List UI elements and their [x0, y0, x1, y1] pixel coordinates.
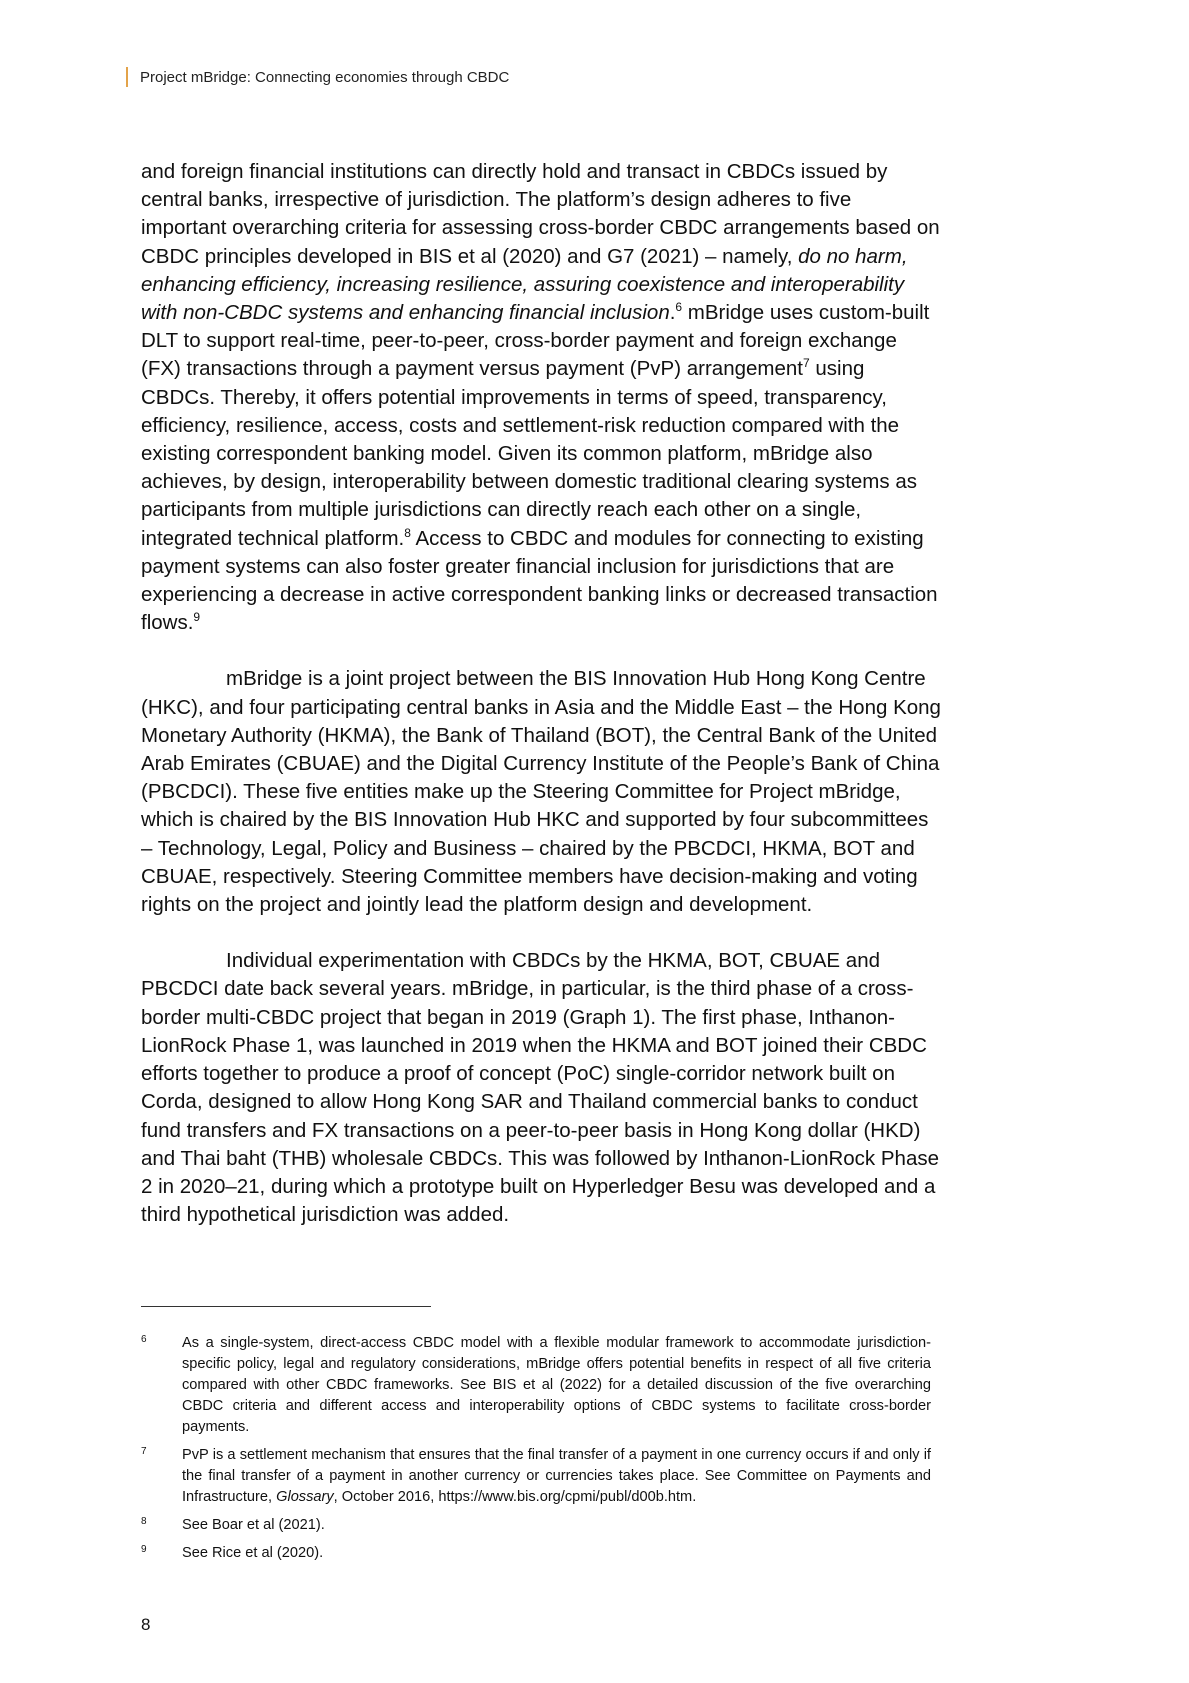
footnote-number: 9	[141, 1544, 147, 1555]
footnote-text: PvP is a settlement mechanism that ensures that the final transfer of a payment in one currency occurs if and only if the final transfer of a payment in another currency or currencies takes place. See Committee on Payments and Infrastructure, Glossary, October 2016, https://www.bis.org/cpmi/publ/d00b.htm.	[182, 1447, 931, 1505]
page-number: 8	[141, 1615, 151, 1634]
glossary-link[interactable]: , October 2016, https://www.bis.org/cpmi/publ/d00b.htm.	[333, 1489, 697, 1505]
footnote-ref-8[interactable]: 8	[404, 525, 411, 540]
footnotes	[141, 1333, 931, 1571]
footnote-ref-6[interactable]: 6	[675, 300, 683, 315]
footnote-6	[141, 1333, 931, 1438]
paragraph-3: Individual experimentation with CBDCs by the HKMA, BOT, CBUAE and PBCDCI date back several years. mBridge, in particular, is the third phase of a cross-border multi-CBDC project that began in 2019 (Graph 1). The first phase, Inthanon-LionRock Phase 1, was launched in 2019 when the HKMA and BOT joined their CBDC efforts together to produce a proof of concept (PoC) single-corridor network built on Corda, designed to allow Hong Kong SAR and Thailand commercial banks to conduct fund transfers and FX transactions on a peer-to-peer basis in Hong Kong dollar (HKD) and Thai baht (THB) wholesale CBDCs. This was followed by Inthanon-LionRock Phase 2 in 2020–21, during which a prototype built on Hyperledger Besu was developed and a third hypothetical jurisdiction was added.	[141, 949, 940, 1227]
footnote-text: As a single-system, direct-access CBDC model with a flexible modular framework to accommodate jurisdiction-specific policy, legal and regulatory considerations, mBridge offers potential benefits in respect of all five criteria compared with other CBDC frameworks. See BIS et al (2022) for a detailed discussion of the five overarching CBDC criteria and different access and interoperability options of CBDC systems to facilitate cross-border payments.	[182, 1335, 931, 1435]
footnote-text: See Rice et al (2020).	[182, 1545, 324, 1561]
italic-criteria: do no harm, enhancing efficiency, increasing resilience, assuring coexistence and interoperability with non-CBDC systems and enhancing financial inclusion	[141, 244, 908, 325]
footnote-number: 7	[141, 1446, 147, 1457]
glossary-title: Glossary	[276, 1489, 334, 1505]
footnote-8	[141, 1515, 931, 1536]
footnote-ref-7[interactable]: 7	[803, 356, 810, 371]
footnote-number: 6	[141, 1334, 147, 1345]
footnote-ref-9[interactable]: 9	[193, 610, 201, 625]
header-title: Project mBridge: Connecting economies through CBDC	[140, 68, 510, 86]
paragraph-2: mBridge is a joint project between the BIS Innovation Hub Hong Kong Centre (HKC), and four participating central banks in Asia and the Middle East – the Hong Kong Monetary Authority (HKMA), the Bank of Thailand (BOT), the Central Bank of the United Arab Emirates (CBUAE) and the Digital Currency Institute of the People’s Bank of China (PBCDCI). These five entities make up the Steering Committee for Project mBridge, which is chaired by the BIS Innovation Hub HKC and supported by four subcommittees – Technology, Legal, Policy and Business – chaired by the PBCDCI, HKMA, BOT and CBUAE, respectively. Steering Committee members have decision-making and voting rights on the project and jointly lead the platform design and development.	[141, 667, 941, 917]
footnote-text: See Boar et al (2021).	[182, 1517, 325, 1533]
header-accent-bar	[126, 67, 128, 87]
paragraph-1: and foreign financial institutions can directly hold and transact in CBDCs issued by central banks, irrespective of jurisdiction. The platform’s design adheres to five important overarching criteria for assessing cross-border CBDC arrangements based on CBDC principles developed in BIS et al (2020) and G7 (2021) – namely, do no harm, enhancing efficiency, increasing resilience, assuring coexistence and interoperability with non-CBDC systems and enhancing financial inclusion.$^6$ mBridge uses custom-built DLT to support real-time, peer-to-peer, cross-border payment and foreign exchange (FX) transactions through a payment versus payment (PvP) arrangement$^7$ using CBDCs. Thereby, it offers potential improvements in terms of speed, transparency, efficiency, resilience, access, costs and settlement-risk reduction compared with the existing correspondent banking model. Given its common platform, mBridge also achieves, by design, interoperability between domestic traditional clearing systems as participants from multiple jurisdictions can directly reach each other on a single, integrated technical platform.$^8$ Access to CBDC and modules for connecting to existing payment systems can also foster greater financial inclusion for jurisdictions that are experiencing a decrease in active correspondent banking links or decreased transaction flows.$^9$	[141, 160, 940, 635]
footnote-number: 8	[141, 1516, 147, 1527]
footnote-7	[141, 1445, 931, 1508]
footnote-9	[141, 1543, 931, 1564]
running-header	[126, 66, 509, 88]
body-text	[141, 158, 941, 1257]
footnote-divider	[141, 1306, 431, 1307]
